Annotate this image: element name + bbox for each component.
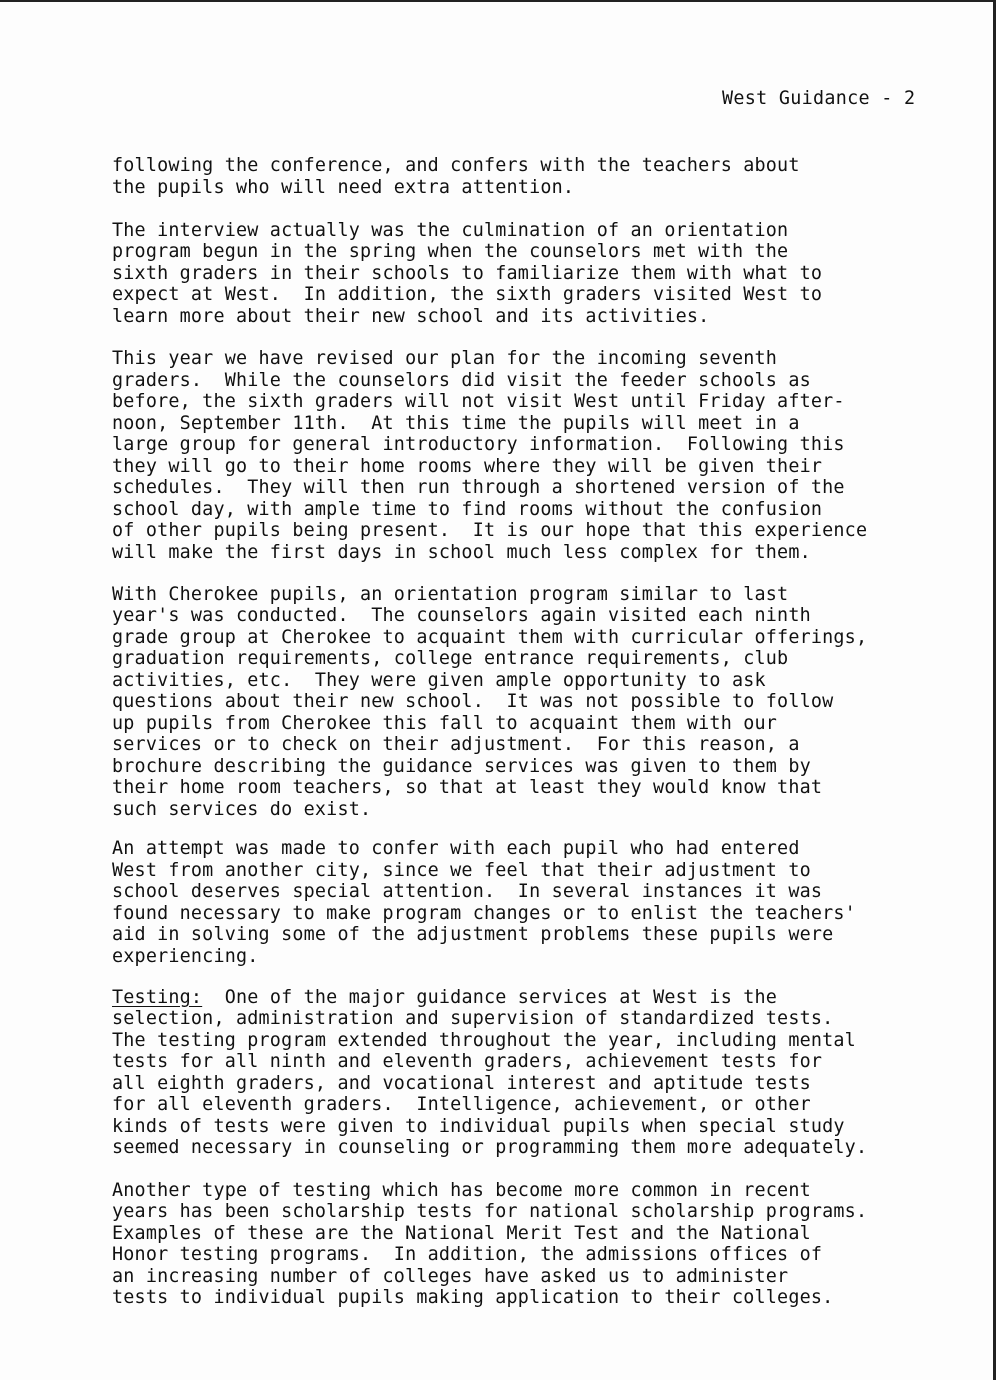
text-line: of other pupils being present. It is our hope that this experience bbox=[112, 520, 868, 541]
text-line: all eighth graders, and vocational interest and aptitude tests bbox=[112, 1073, 811, 1094]
text-line: activities, etc. They were given ample opportunity to ask bbox=[112, 670, 766, 691]
text-line: selection, administration and supervision of standardized tests. bbox=[112, 1008, 834, 1029]
text-line: learn more about their new school and its activities. bbox=[112, 306, 710, 327]
text-line: an increasing number of colleges have asked us to administer bbox=[112, 1266, 789, 1287]
text-line: Honor testing programs. In addition, the admissions offices of bbox=[112, 1244, 823, 1265]
text-line: grade group at Cherokee to acquaint them with curricular offerings, bbox=[112, 627, 868, 648]
text-line: noon, September 11th. At this time the pupils will meet in a bbox=[112, 413, 800, 434]
text-line: will make the first days in school much less complex for them. bbox=[112, 542, 811, 563]
text-line: tests to individual pupils making application to their colleges. bbox=[112, 1287, 834, 1308]
text-line: large group for general introductory information. Following this bbox=[112, 434, 845, 455]
text-line: graders. While the counselors did visit the feeder schools as bbox=[112, 370, 811, 391]
text-line: school day, with ample time to find rooms without the confusion bbox=[112, 499, 823, 520]
text-line: Examples of these are the National Merit Test and the National bbox=[112, 1223, 811, 1244]
text-line: they will go to their home rooms where they will be given their bbox=[112, 456, 823, 477]
text-line: services or to check on their adjustment. For this reason, a bbox=[112, 734, 800, 755]
text-line: the pupils who will need extra attention. bbox=[112, 177, 575, 198]
page-top-edge bbox=[0, 0, 996, 2]
section-heading-testing: Testing: bbox=[112, 987, 203, 1008]
text-line: program begun in the spring when the counselors met with the bbox=[112, 241, 789, 262]
text-line: their home room teachers, so that at least they would know that bbox=[112, 777, 823, 798]
text-line: school deserves special attention. In several instances it was bbox=[112, 881, 823, 902]
text-line: seemed necessary in counseling or programming them more adequately. bbox=[112, 1137, 868, 1158]
text-line: aid in solving some of the adjustment problems these pupils were bbox=[112, 924, 834, 945]
text-line: following the conference, and confers with the teachers about bbox=[112, 155, 800, 176]
text-line: years has been scholarship tests for national scholarship programs. bbox=[112, 1201, 868, 1222]
text-line: The interview actually was the culmination of an orientation bbox=[112, 220, 789, 241]
text-line: experiencing. bbox=[112, 946, 259, 967]
text-line: graduation requirements, college entrance requirements, club bbox=[112, 648, 789, 669]
text-line: such services do exist. bbox=[112, 799, 372, 820]
text-line: With Cherokee pupils, an orientation program similar to last bbox=[112, 584, 789, 605]
text-line: An attempt was made to confer with each pupil who had entered bbox=[112, 838, 800, 859]
text-line: before, the sixth graders will not visit West until Friday after- bbox=[112, 391, 845, 412]
text-line bbox=[112, 987, 777, 1009]
text-line: Another type of testing which has become more common in recent bbox=[112, 1180, 811, 1201]
text-line: for all eleventh graders. Intelligence, achievement, or other bbox=[112, 1094, 811, 1115]
text-line: up pupils from Cherokee this fall to acquaint them with our bbox=[112, 713, 778, 734]
text-line: expect at West. In addition, the sixth graders visited West to bbox=[112, 284, 823, 305]
text-line: tests for all ninth and eleventh graders, achievement tests for bbox=[112, 1051, 823, 1072]
text-line: questions about their new school. It was not possible to follow bbox=[112, 691, 834, 712]
text-line: This year we have revised our plan for the incoming seventh bbox=[112, 348, 778, 369]
text-line-continuation: One of the major guidance services at West is the bbox=[202, 987, 778, 1008]
text-line: kinds of tests were given to individual pupils when special study bbox=[112, 1116, 845, 1137]
text-line: found necessary to make program changes or to enlist the teachers' bbox=[112, 903, 856, 924]
text-line: schedules. They will then run through a shortened version of the bbox=[112, 477, 845, 498]
text-line: West from another city, since we feel that their adjustment to bbox=[112, 860, 811, 881]
text-line: sixth graders in their schools to familiarize them with what to bbox=[112, 263, 823, 284]
text-line: The testing program extended throughout the year, including mental bbox=[112, 1030, 856, 1051]
text-line: brochure describing the guidance services was given to them by bbox=[112, 756, 811, 777]
running-header: West Guidance - 2 bbox=[722, 88, 916, 109]
text-line: year's was conducted. The counselors again visited each ninth bbox=[112, 605, 811, 626]
